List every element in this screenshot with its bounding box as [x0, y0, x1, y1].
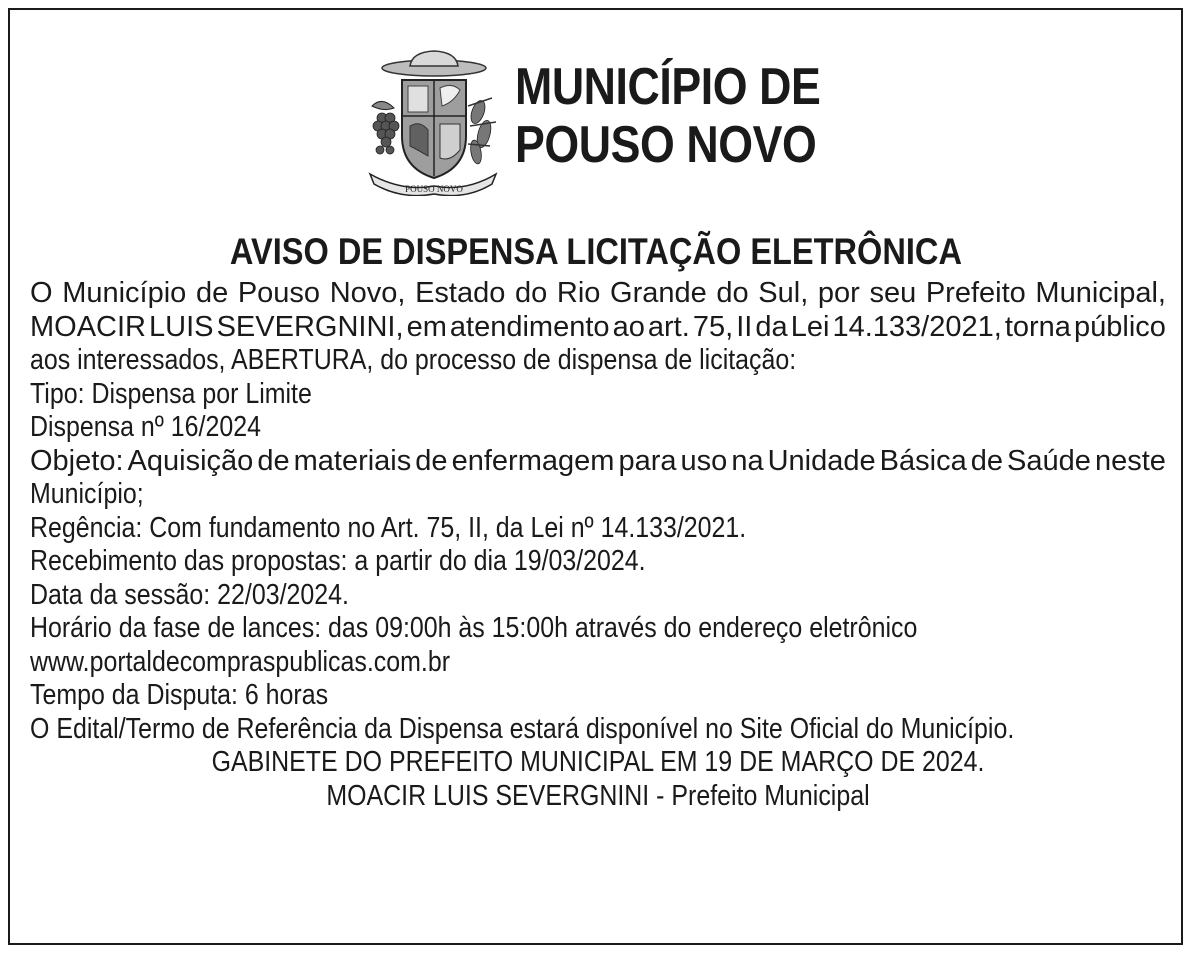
- word: Grande: [610, 277, 707, 309]
- word: Básica: [879, 444, 967, 477]
- word: para: [618, 444, 677, 477]
- word: de: [415, 444, 448, 477]
- municipality-name-line1: MUNICÍPIO DE: [515, 58, 821, 116]
- word: 75,: [692, 310, 734, 343]
- intro-line-1: [30, 277, 1166, 311]
- word: LUIS: [149, 310, 214, 343]
- word: 14.133/2021,: [832, 310, 1002, 343]
- signature-line: MOACIR LUIS SEVERGNINI - Prefeito Municipal: [326, 779, 870, 812]
- municipality-name-line2: POUSO NOVO: [515, 116, 817, 174]
- word: de: [195, 277, 229, 309]
- word: Município: [62, 277, 187, 309]
- notice-body: [30, 277, 1166, 813]
- recebimento-line: Recebimento das propostas: a partir do dia 19/03/2024.: [30, 545, 646, 577]
- word: na: [731, 444, 764, 477]
- intro-line-2: [30, 311, 1166, 345]
- edital-line: O Edital/Termo de Referência da Dispensa estará disponível no Site Oficial do Município.: [30, 712, 1015, 745]
- regencia-line: Regência: Com fundamento no Art. 75, II, da Lei nº 14.133/2021.: [30, 511, 747, 544]
- word: Prefeito: [925, 277, 1026, 309]
- objeto-line-1: [30, 445, 1166, 479]
- word: ao: [612, 310, 645, 343]
- word: materiais: [293, 444, 412, 477]
- municipality-name: [515, 58, 820, 174]
- word: neste: [1094, 444, 1166, 477]
- data-sessao-line: Data da sessão: 22/03/2024.: [30, 578, 349, 611]
- tempo-disputa-line: Tempo da Disputa: 6 horas: [30, 679, 329, 711]
- word: art.: [647, 310, 690, 343]
- word: do: [716, 277, 749, 309]
- word: de: [970, 444, 1004, 477]
- intro-line-3: aos interessados, ABERTURA, do processo de dispensa de licitação:: [30, 344, 797, 376]
- word: Unidade: [767, 444, 876, 477]
- dispensa-number-line: Dispensa nº 16/2024: [30, 411, 261, 443]
- objeto-line-2: Município;: [30, 478, 144, 510]
- word: torna: [1004, 310, 1071, 343]
- tipo-line: Tipo: Dispensa por Limite: [30, 377, 312, 410]
- word: por: [817, 277, 860, 309]
- word: Sul,: [758, 277, 809, 309]
- word: O: [30, 277, 53, 309]
- word: Municipal,: [1035, 277, 1166, 309]
- word: seu: [869, 277, 917, 309]
- word: II: [736, 310, 753, 343]
- word: Saúde: [1007, 444, 1091, 477]
- word: Objeto:: [30, 444, 124, 477]
- word: MOACIR: [30, 310, 146, 343]
- horario-line: Horário da fase de lances: das 09:00h às 15:00h através do endereço eletrônico: [30, 612, 918, 644]
- crest-ribbon-text: POUSO NOVO: [405, 184, 463, 194]
- notice-title: AVISO DE DISPENSA LICITAÇÃO ELETRÔNICA: [229, 231, 962, 272]
- word: atendimento: [449, 310, 610, 343]
- word: Aquisição: [127, 444, 254, 477]
- word: público: [1073, 310, 1166, 343]
- word: enfermagem: [451, 444, 615, 477]
- word: do: [515, 277, 548, 309]
- notice-frame: [8, 8, 1183, 945]
- word: em: [406, 310, 447, 343]
- word: da: [755, 310, 788, 343]
- gabinete-line: GABINETE DO PREFEITO MUNICIPAL EM 19 DE MARÇO DE 2024.: [211, 746, 985, 778]
- word: Pouso: [237, 277, 321, 309]
- word: Lei: [790, 310, 830, 343]
- municipal-coat-of-arms-icon: [362, 46, 502, 196]
- website-line: www.portaldecompraspublicas.com.br: [30, 645, 451, 678]
- word: SEVERGNINI,: [216, 310, 404, 343]
- word: Estado: [415, 277, 506, 309]
- word: uso: [680, 444, 728, 477]
- word: Rio: [556, 277, 601, 309]
- header: [10, 10, 1181, 210]
- word: de: [257, 444, 290, 477]
- word: Novo,: [329, 277, 406, 309]
